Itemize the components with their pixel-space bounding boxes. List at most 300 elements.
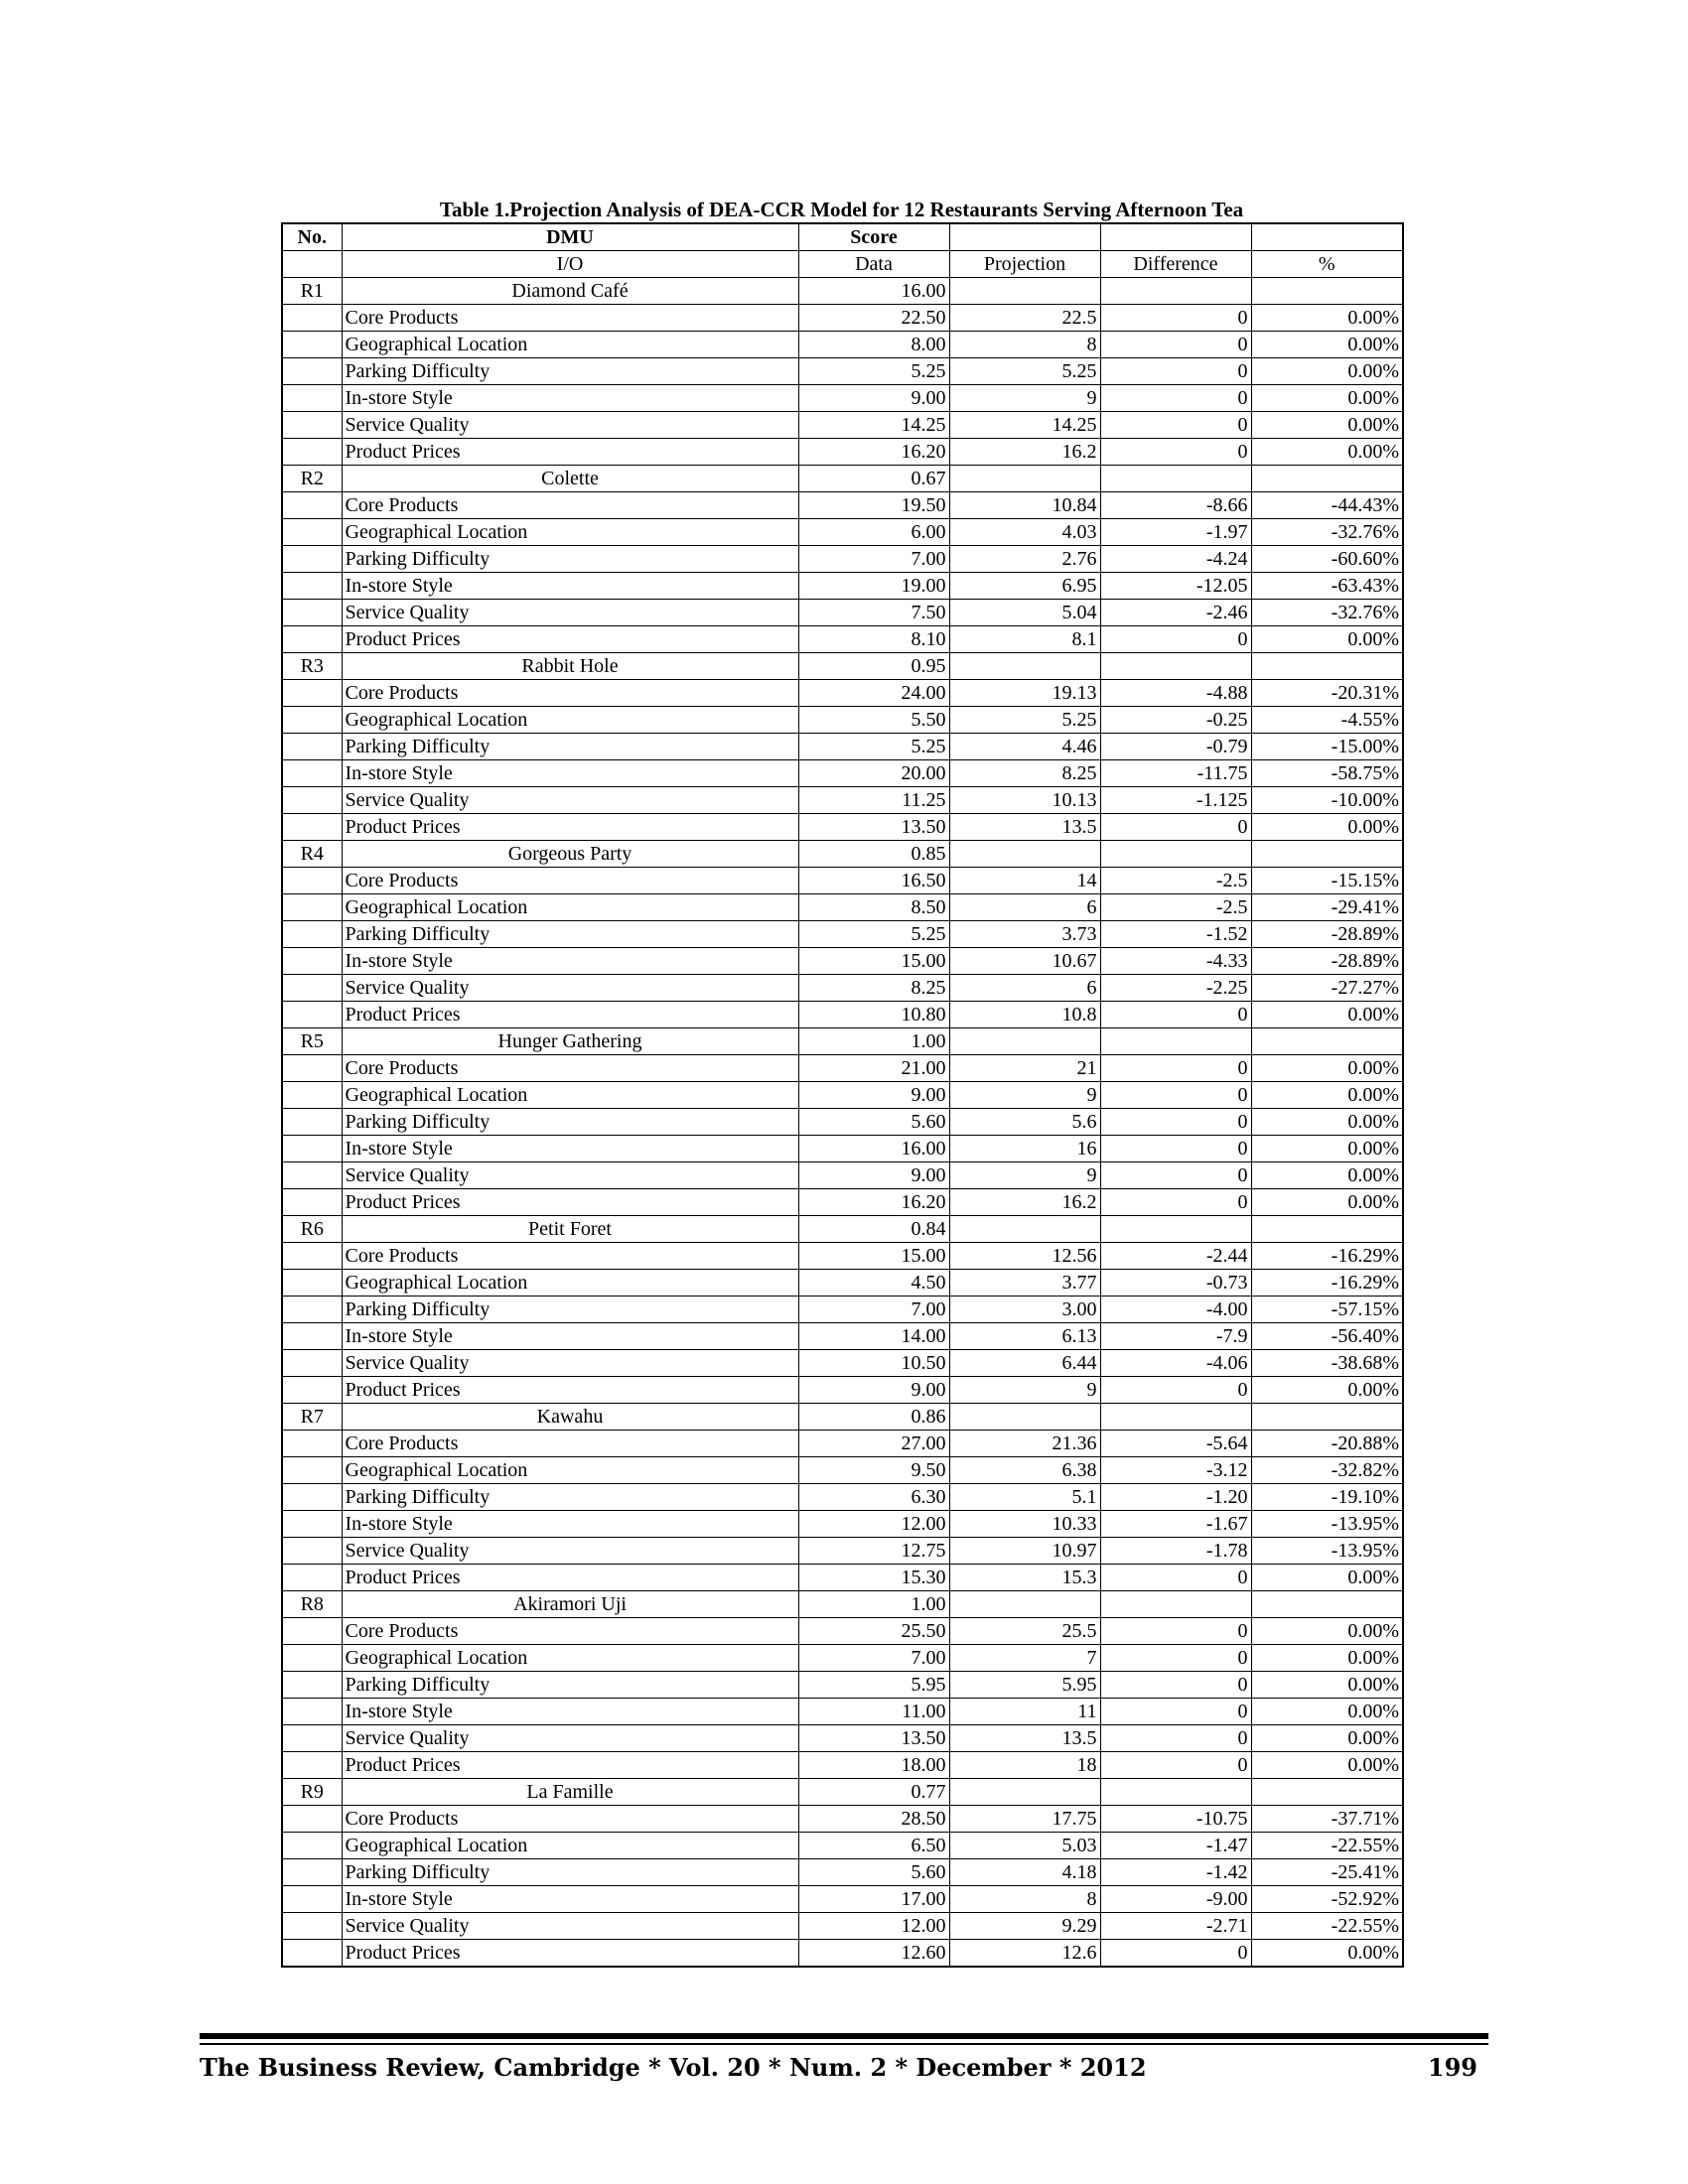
io-label: Core Products xyxy=(342,1431,798,1457)
empty-cell xyxy=(949,1216,1100,1243)
io-row xyxy=(282,948,1403,975)
percent-value: -44.43% xyxy=(1251,492,1403,519)
io-row xyxy=(282,519,1403,546)
dmu-score: 1.00 xyxy=(798,1028,949,1055)
difference-value: -1.78 xyxy=(1100,1538,1251,1565)
projection-value: 8 xyxy=(949,332,1100,358)
data-value: 5.60 xyxy=(798,1109,949,1136)
projection-value: 5.1 xyxy=(949,1484,1100,1511)
percent-value: -15.15% xyxy=(1251,868,1403,894)
data-value: 12.00 xyxy=(798,1511,949,1538)
difference-value: -8.66 xyxy=(1100,492,1251,519)
difference-value: -0.73 xyxy=(1100,1270,1251,1297)
empty-cell xyxy=(949,466,1100,492)
data-value: 16.20 xyxy=(798,1189,949,1216)
io-row xyxy=(282,626,1403,653)
empty-cell xyxy=(282,1243,342,1270)
io-row xyxy=(282,1859,1403,1886)
header-score: Score xyxy=(798,223,949,251)
projection-value: 4.18 xyxy=(949,1859,1100,1886)
empty-cell xyxy=(282,1806,342,1833)
projection-value: 10.97 xyxy=(949,1538,1100,1565)
difference-value: -4.33 xyxy=(1100,948,1251,975)
projection-value: 2.76 xyxy=(949,546,1100,573)
empty-cell xyxy=(282,1350,342,1377)
data-value: 19.50 xyxy=(798,492,949,519)
empty-cell xyxy=(949,1028,1100,1055)
dmu-row xyxy=(282,1779,1403,1806)
projection-value: 3.77 xyxy=(949,1270,1100,1297)
empty-cell xyxy=(282,921,342,948)
io-label: In-store Style xyxy=(342,760,798,787)
data-value: 5.50 xyxy=(798,707,949,734)
io-label: Core Products xyxy=(342,680,798,707)
empty-cell xyxy=(282,1618,342,1645)
io-row xyxy=(282,1618,1403,1645)
percent-value: -19.10% xyxy=(1251,1484,1403,1511)
io-row xyxy=(282,1350,1403,1377)
data-value: 10.50 xyxy=(798,1350,949,1377)
projection-value: 16 xyxy=(949,1136,1100,1162)
io-label: Service Quality xyxy=(342,1913,798,1940)
difference-value: -2.25 xyxy=(1100,975,1251,1002)
dmu-number: R9 xyxy=(282,1779,342,1806)
projection-value: 13.5 xyxy=(949,1725,1100,1752)
data-value: 5.25 xyxy=(798,358,949,385)
io-label: Service Quality xyxy=(342,1350,798,1377)
percent-value: 0.00% xyxy=(1251,1136,1403,1162)
projection-value: 15.3 xyxy=(949,1565,1100,1591)
empty-cell xyxy=(282,573,342,600)
io-row xyxy=(282,1431,1403,1457)
header-io: I/O xyxy=(342,251,798,278)
io-label: Parking Difficulty xyxy=(342,358,798,385)
empty-cell xyxy=(282,1055,342,1082)
percent-value: 0.00% xyxy=(1251,1699,1403,1725)
header-empty-cell xyxy=(282,251,342,278)
percent-value: -38.68% xyxy=(1251,1350,1403,1377)
difference-value: 0 xyxy=(1100,358,1251,385)
difference-value: -5.64 xyxy=(1100,1431,1251,1457)
difference-value: -1.97 xyxy=(1100,519,1251,546)
percent-value: -63.43% xyxy=(1251,573,1403,600)
empty-cell xyxy=(282,519,342,546)
percent-value: 0.00% xyxy=(1251,1162,1403,1189)
percent-value: 0.00% xyxy=(1251,358,1403,385)
empty-cell xyxy=(282,305,342,332)
io-row xyxy=(282,1806,1403,1833)
empty-cell xyxy=(282,492,342,519)
difference-value: 0 xyxy=(1100,1752,1251,1779)
io-label: Product Prices xyxy=(342,814,798,841)
projection-value: 6 xyxy=(949,975,1100,1002)
dmu-score: 0.84 xyxy=(798,1216,949,1243)
empty-cell xyxy=(949,1404,1100,1431)
data-value: 15.30 xyxy=(798,1565,949,1591)
empty-cell xyxy=(1100,466,1251,492)
io-label: Core Products xyxy=(342,868,798,894)
difference-value: 0 xyxy=(1100,814,1251,841)
difference-value: 0 xyxy=(1100,385,1251,412)
empty-cell xyxy=(282,1859,342,1886)
io-row xyxy=(282,385,1403,412)
io-row xyxy=(282,680,1403,707)
percent-value: -10.00% xyxy=(1251,787,1403,814)
io-label: Geographical Location xyxy=(342,1270,798,1297)
percent-value: -56.40% xyxy=(1251,1323,1403,1350)
dmu-number: R4 xyxy=(282,841,342,868)
io-label: Core Products xyxy=(342,1618,798,1645)
dmu-score: 0.85 xyxy=(798,841,949,868)
projection-value: 6 xyxy=(949,894,1100,921)
projection-value: 19.13 xyxy=(949,680,1100,707)
projection-value: 17.75 xyxy=(949,1806,1100,1833)
data-value: 14.00 xyxy=(798,1323,949,1350)
empty-cell xyxy=(282,868,342,894)
io-row xyxy=(282,734,1403,760)
data-value: 20.00 xyxy=(798,760,949,787)
empty-cell xyxy=(282,439,342,466)
dea-projection-table xyxy=(281,222,1404,1968)
data-value: 5.60 xyxy=(798,1859,949,1886)
percent-value: 0.00% xyxy=(1251,1752,1403,1779)
percent-value: -16.29% xyxy=(1251,1270,1403,1297)
empty-cell xyxy=(1100,841,1251,868)
io-label: In-store Style xyxy=(342,1511,798,1538)
header-projection: Projection xyxy=(949,251,1100,278)
difference-value: -4.06 xyxy=(1100,1350,1251,1377)
header-dmu: DMU xyxy=(342,223,798,251)
dmu-name: Rabbit Hole xyxy=(342,653,798,680)
percent-value: 0.00% xyxy=(1251,439,1403,466)
io-row xyxy=(282,1002,1403,1028)
projection-value: 10.84 xyxy=(949,492,1100,519)
empty-cell xyxy=(282,975,342,1002)
empty-cell xyxy=(282,1297,342,1323)
data-value: 22.50 xyxy=(798,305,949,332)
percent-value: 0.00% xyxy=(1251,1189,1403,1216)
dmu-row xyxy=(282,1216,1403,1243)
io-row xyxy=(282,439,1403,466)
io-label: Product Prices xyxy=(342,1752,798,1779)
empty-cell xyxy=(282,1484,342,1511)
dmu-number: R5 xyxy=(282,1028,342,1055)
io-label: Core Products xyxy=(342,1243,798,1270)
io-label: Geographical Location xyxy=(342,894,798,921)
empty-cell xyxy=(1251,1404,1403,1431)
io-row xyxy=(282,1082,1403,1109)
empty-cell xyxy=(1251,466,1403,492)
empty-cell xyxy=(282,1538,342,1565)
table-title: Table 1.Projection Analysis of DEA-CCR Model for 12 Restaurants Serving Afternoon Tea xyxy=(439,198,1244,221)
io-label: Service Quality xyxy=(342,412,798,439)
percent-value: -57.15% xyxy=(1251,1297,1403,1323)
io-row xyxy=(282,1913,1403,1940)
empty-cell xyxy=(282,1323,342,1350)
empty-cell xyxy=(282,707,342,734)
empty-cell xyxy=(282,1457,342,1484)
data-value: 25.50 xyxy=(798,1618,949,1645)
data-value: 11.25 xyxy=(798,787,949,814)
io-row xyxy=(282,921,1403,948)
empty-cell xyxy=(949,841,1100,868)
io-label: In-store Style xyxy=(342,573,798,600)
io-label: Parking Difficulty xyxy=(342,1109,798,1136)
difference-value: -3.12 xyxy=(1100,1457,1251,1484)
projection-value: 21 xyxy=(949,1055,1100,1082)
io-label: Parking Difficulty xyxy=(342,1297,798,1323)
dmu-number: R2 xyxy=(282,466,342,492)
empty-cell xyxy=(282,1913,342,1940)
empty-cell xyxy=(282,894,342,921)
projection-value: 18 xyxy=(949,1752,1100,1779)
io-label: Geographical Location xyxy=(342,519,798,546)
empty-cell xyxy=(1251,841,1403,868)
data-value: 7.00 xyxy=(798,1297,949,1323)
percent-value: 0.00% xyxy=(1251,332,1403,358)
projection-value: 9 xyxy=(949,385,1100,412)
data-value: 16.00 xyxy=(798,1136,949,1162)
dmu-number: R3 xyxy=(282,653,342,680)
io-label: Geographical Location xyxy=(342,1833,798,1859)
io-row xyxy=(282,894,1403,921)
io-row xyxy=(282,814,1403,841)
percent-value: 0.00% xyxy=(1251,1645,1403,1672)
empty-cell xyxy=(282,734,342,760)
io-label: In-store Style xyxy=(342,1136,798,1162)
empty-cell xyxy=(282,1672,342,1699)
io-row xyxy=(282,1297,1403,1323)
projection-value: 10.67 xyxy=(949,948,1100,975)
data-value: 24.00 xyxy=(798,680,949,707)
projection-value: 14.25 xyxy=(949,412,1100,439)
difference-value: 0 xyxy=(1100,305,1251,332)
empty-cell xyxy=(282,332,342,358)
difference-value: -1.42 xyxy=(1100,1859,1251,1886)
empty-cell xyxy=(282,1082,342,1109)
data-value: 16.50 xyxy=(798,868,949,894)
io-label: Product Prices xyxy=(342,1377,798,1404)
percent-value: -13.95% xyxy=(1251,1511,1403,1538)
header-empty-cell xyxy=(1251,223,1403,251)
io-label: Core Products xyxy=(342,1806,798,1833)
data-value: 6.30 xyxy=(798,1484,949,1511)
io-row xyxy=(282,707,1403,734)
empty-cell xyxy=(282,1377,342,1404)
io-label: Product Prices xyxy=(342,1189,798,1216)
dmu-score: 0.67 xyxy=(798,466,949,492)
data-value: 7.00 xyxy=(798,1645,949,1672)
dmu-name: Petit Foret xyxy=(342,1216,798,1243)
difference-value: 0 xyxy=(1100,412,1251,439)
io-row xyxy=(282,332,1403,358)
io-row xyxy=(282,1699,1403,1725)
empty-cell xyxy=(282,546,342,573)
header-row-1 xyxy=(282,223,1403,251)
projection-value: 9 xyxy=(949,1162,1100,1189)
difference-value: 0 xyxy=(1100,1136,1251,1162)
io-label: Geographical Location xyxy=(342,1082,798,1109)
data-value: 10.80 xyxy=(798,1002,949,1028)
percent-value: -37.71% xyxy=(1251,1806,1403,1833)
io-label: Core Products xyxy=(342,305,798,332)
projection-value: 25.5 xyxy=(949,1618,1100,1645)
projection-value: 6.13 xyxy=(949,1323,1100,1350)
journal-citation: The Business Review, Cambridge * Vol. 20 * Num. 2 * December * 2012 xyxy=(200,2053,1147,2082)
projection-value: 5.25 xyxy=(949,707,1100,734)
io-label: Parking Difficulty xyxy=(342,1859,798,1886)
empty-cell xyxy=(949,1779,1100,1806)
empty-cell xyxy=(282,1002,342,1028)
difference-value: -0.25 xyxy=(1100,707,1251,734)
dmu-name: La Famille xyxy=(342,1779,798,1806)
percent-value: -25.41% xyxy=(1251,1859,1403,1886)
empty-cell xyxy=(1251,653,1403,680)
projection-value: 6.95 xyxy=(949,573,1100,600)
header-no: No. xyxy=(282,223,342,251)
io-label: Service Quality xyxy=(342,600,798,626)
io-row xyxy=(282,1457,1403,1484)
percent-value: 0.00% xyxy=(1251,385,1403,412)
empty-cell xyxy=(1251,278,1403,305)
difference-value: -1.67 xyxy=(1100,1511,1251,1538)
data-value: 8.10 xyxy=(798,626,949,653)
projection-value: 8 xyxy=(949,1886,1100,1913)
projection-value: 7 xyxy=(949,1645,1100,1672)
dmu-row xyxy=(282,1404,1403,1431)
dmu-score: 16.00 xyxy=(798,278,949,305)
empty-cell xyxy=(282,1431,342,1457)
data-value: 12.60 xyxy=(798,1940,949,1968)
table-body xyxy=(282,223,1403,1967)
projection-value: 10.13 xyxy=(949,787,1100,814)
projection-value: 12.6 xyxy=(949,1940,1100,1968)
percent-value: -28.89% xyxy=(1251,948,1403,975)
data-value: 14.25 xyxy=(798,412,949,439)
empty-cell xyxy=(282,814,342,841)
io-label: Product Prices xyxy=(342,1940,798,1968)
projection-value: 6.38 xyxy=(949,1457,1100,1484)
difference-value: -4.00 xyxy=(1100,1297,1251,1323)
difference-value: -1.47 xyxy=(1100,1833,1251,1859)
io-row xyxy=(282,975,1403,1002)
difference-value: -0.79 xyxy=(1100,734,1251,760)
difference-value: -12.05 xyxy=(1100,573,1251,600)
empty-cell xyxy=(282,358,342,385)
empty-cell xyxy=(282,1109,342,1136)
dmu-name: Hunger Gathering xyxy=(342,1028,798,1055)
difference-value: 0 xyxy=(1100,1055,1251,1082)
io-row xyxy=(282,1511,1403,1538)
projection-value: 11 xyxy=(949,1699,1100,1725)
data-value: 13.50 xyxy=(798,814,949,841)
io-row xyxy=(282,1538,1403,1565)
dmu-score: 0.86 xyxy=(798,1404,949,1431)
io-row xyxy=(282,305,1403,332)
io-label: Geographical Location xyxy=(342,1645,798,1672)
percent-value: -4.55% xyxy=(1251,707,1403,734)
empty-cell xyxy=(282,1136,342,1162)
dmu-row xyxy=(282,653,1403,680)
projection-value: 8.25 xyxy=(949,760,1100,787)
percent-value: 0.00% xyxy=(1251,1618,1403,1645)
io-row xyxy=(282,1833,1403,1859)
difference-value: -7.9 xyxy=(1100,1323,1251,1350)
dmu-row xyxy=(282,1028,1403,1055)
io-row xyxy=(282,787,1403,814)
difference-value: -1.52 xyxy=(1100,921,1251,948)
projection-value: 8.1 xyxy=(949,626,1100,653)
io-row xyxy=(282,1940,1403,1968)
dmu-number: R7 xyxy=(282,1404,342,1431)
io-label: Parking Difficulty xyxy=(342,546,798,573)
projection-value: 5.6 xyxy=(949,1109,1100,1136)
io-row xyxy=(282,1645,1403,1672)
io-label: Product Prices xyxy=(342,1002,798,1028)
projection-value: 9 xyxy=(949,1082,1100,1109)
percent-value: -13.95% xyxy=(1251,1538,1403,1565)
dmu-name: Kawahu xyxy=(342,1404,798,1431)
percent-value: 0.00% xyxy=(1251,1672,1403,1699)
io-label: Service Quality xyxy=(342,787,798,814)
io-label: In-store Style xyxy=(342,948,798,975)
io-row xyxy=(282,1189,1403,1216)
data-value: 5.25 xyxy=(798,921,949,948)
percent-value: 0.00% xyxy=(1251,1109,1403,1136)
dmu-score: 0.95 xyxy=(798,653,949,680)
empty-cell xyxy=(949,278,1100,305)
dmu-number: R8 xyxy=(282,1591,342,1618)
percent-value: 0.00% xyxy=(1251,1940,1403,1968)
header-difference: Difference xyxy=(1100,251,1251,278)
dmu-name: Diamond Café xyxy=(342,278,798,305)
io-label: Geographical Location xyxy=(342,707,798,734)
empty-cell xyxy=(282,412,342,439)
difference-value: 0 xyxy=(1100,1189,1251,1216)
difference-value: -4.24 xyxy=(1100,546,1251,573)
dmu-score: 0.77 xyxy=(798,1779,949,1806)
data-value: 6.50 xyxy=(798,1833,949,1859)
io-label: Service Quality xyxy=(342,1725,798,1752)
difference-value: 0 xyxy=(1100,1940,1251,1968)
percent-value: 0.00% xyxy=(1251,1082,1403,1109)
projection-value: 5.25 xyxy=(949,358,1100,385)
dmu-number: R6 xyxy=(282,1216,342,1243)
empty-cell xyxy=(949,1591,1100,1618)
empty-cell xyxy=(1100,1779,1251,1806)
data-value: 7.50 xyxy=(798,600,949,626)
io-row xyxy=(282,1270,1403,1297)
data-value: 8.00 xyxy=(798,332,949,358)
io-row xyxy=(282,492,1403,519)
empty-cell xyxy=(282,1940,342,1968)
percent-value: 0.00% xyxy=(1251,1565,1403,1591)
empty-cell xyxy=(1100,653,1251,680)
empty-cell xyxy=(282,1752,342,1779)
empty-cell xyxy=(1251,1591,1403,1618)
projection-value: 5.04 xyxy=(949,600,1100,626)
projection-value: 9.29 xyxy=(949,1913,1100,1940)
difference-value: 0 xyxy=(1100,1109,1251,1136)
io-label: Core Products xyxy=(342,1055,798,1082)
io-row xyxy=(282,1055,1403,1082)
io-row xyxy=(282,868,1403,894)
header-data: Data xyxy=(798,251,949,278)
dmu-number: R1 xyxy=(282,278,342,305)
percent-value: -29.41% xyxy=(1251,894,1403,921)
data-value: 16.20 xyxy=(798,439,949,466)
dmu-row xyxy=(282,1591,1403,1618)
